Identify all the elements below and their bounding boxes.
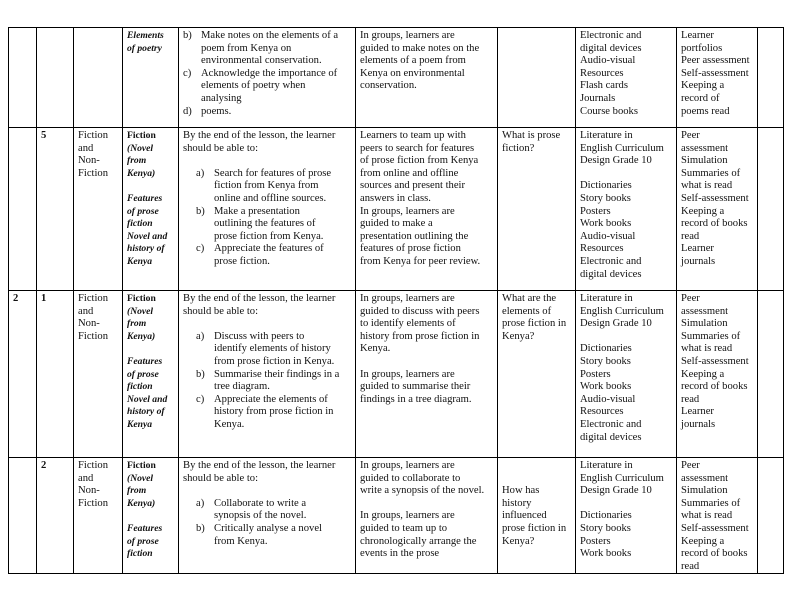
experiences-line: guided to make notes on the [360,42,480,54]
week-cell [9,28,37,128]
reflection-cell [758,128,784,291]
sub-strand-line: from [127,318,147,330]
experiences-line: events in the prose [360,548,440,560]
inquiry-line: prose fiction in [502,522,567,534]
resources-line: English Curriculum [580,305,664,317]
assessment-line: Learner [681,406,714,418]
sub-strand-cell [123,458,179,574]
strand-line: Fiction [78,330,109,342]
experiences-line: sources and present their [360,180,466,192]
reflection-cell [758,291,784,458]
experiences-line: conservation. [360,80,417,92]
assessment-line: Learner [681,30,714,41]
sub-strand-line: Kenya) [127,497,156,509]
resources-line: Design Grade 10 [580,318,652,330]
assessment-line: Peer assessment [681,55,750,67]
resources-line: digital devices [580,268,642,280]
resources-line: Resources [580,243,624,255]
outcome-marker: b) [196,368,205,380]
outcome-line: Appreciate the features of [214,243,324,255]
experiences-line: peers to search for features [360,142,475,154]
inquiry-line: prose fiction in [502,318,567,330]
outcomes-list [183,30,351,118]
outcome-text [214,394,333,432]
sub-strand-line: of prose [127,535,159,547]
week-number: 2 [13,293,19,304]
sub-strand-line [127,343,174,356]
outcome-item [196,243,351,268]
outcome-line: history from prose fiction in [214,406,334,418]
resources-line: Electronic and [580,30,642,41]
sub-strand-line: Novel and [127,230,168,242]
assessment-line: Keeping a [681,535,725,547]
sub-strand-line: fiction [127,218,153,230]
resources-line: Posters [580,205,611,217]
experiences-line: from Kenya for peer review. [360,255,481,267]
outcome-line: Search for features of prose [214,167,332,179]
strand-line: and [78,305,94,317]
outcome-line: Appreciate the elements of [214,393,328,405]
assessment-line: Self-assessment [681,355,749,367]
experiences-line: Kenya on environmental [360,67,465,79]
assessment-line: record of books [681,381,748,393]
outcome-line: synopsis of the novel. [214,510,307,522]
inquiry-line: What are the [502,293,557,304]
experiences-line: guided to make a [360,218,433,230]
outcome-line: poem from Kenya on [201,42,292,54]
inquiry-line: elements of [502,305,552,317]
assessment-line: poems read [681,105,730,117]
strand-line: Fiction [78,167,109,179]
experiences-line: findings in a tree diagram. [360,393,472,405]
outcome-line: Summarise their findings in a [214,368,340,380]
table-row [9,28,784,128]
outcome-marker: b) [183,30,192,41]
assessment-line: record of [681,92,720,104]
assessment-line: read [681,393,700,405]
experiences-line: guided to collaborate to [360,472,461,484]
outcome-item [196,168,351,206]
lesson-number: 2 [41,460,47,471]
experiences-line: In groups, learners are [360,293,455,304]
strand-line: Fiction [78,497,109,509]
experiences-line: elements of a poem from [360,55,466,67]
resources-line: Dictionaries [580,343,632,355]
experiences-line: write a synopsis of the novel. [360,485,485,497]
inquiry-line: Kenya? [502,330,535,342]
resources-line: Story books [580,192,631,204]
sub-strand-line: Kenya) [127,167,156,179]
sub-strand-cell [123,291,179,458]
inquiry-line [502,473,571,486]
outcome-line: from Kenya. [214,535,268,547]
outcome-marker: b) [196,205,205,217]
strand-cell [74,458,123,574]
lesson-number [41,30,69,43]
resources-line: Literature in [580,130,633,141]
resources-line: Dictionaries [580,510,632,522]
assessment-line: Peer [681,460,700,471]
resources-line: Story books [580,355,631,367]
resources-line: Story books [580,522,631,534]
outcome-text [214,369,339,394]
sub-strand-line: Kenya [127,418,153,430]
outcome-line: online and offline sources. [214,192,327,204]
resources-line: Flash cards [580,80,628,92]
lesson-cell [37,291,74,458]
learning-experiences-cell [356,291,498,458]
strand-line: Fiction [78,460,109,471]
sub-strand-line: fiction [127,548,153,560]
table-row [9,128,784,291]
sub-strand-line: Features [127,522,163,534]
outcome-line: poems. [201,105,232,117]
key-inquiry-question-cell [498,458,576,574]
sub-strand-line: Fiction [127,130,156,141]
experiences-line: In groups, learners are [360,368,455,380]
week-number [13,30,32,43]
experiences-line [360,356,493,369]
assessment-line: journals [681,418,716,430]
outcome-line: from prose fiction in Kenya. [214,355,335,367]
learning-resources-cell [576,458,677,574]
strand-line: Non- [78,318,100,330]
outcome-text [201,106,231,119]
outcome-line: prose fiction. [214,255,270,267]
week-cell [9,128,37,291]
resources-line: Journals [580,92,616,104]
sub-strand-line: history of [127,406,165,418]
resources-line: Work books [580,218,632,230]
lesson-number: 1 [41,293,47,304]
resources-line [580,331,672,344]
assessment-line: Self-assessment [681,67,749,79]
strand-line: and [78,472,94,484]
week-cell [9,291,37,458]
sub-strand-cell [123,128,179,291]
resources-line: Literature in [580,460,633,471]
sub-strand-line: of prose [127,205,159,217]
outcome-marker: a) [196,330,205,342]
resources-line: English Curriculum [580,472,664,484]
resources-line: Literature in [580,293,633,304]
sub-strand-line: Elements [127,30,164,41]
inquiry-line [502,460,571,473]
assessment-line: Simulation [681,318,728,330]
learning-outcomes-cell [179,291,356,458]
experiences-line: presentation outlining the [360,230,469,242]
learning-experiences-cell [356,458,498,574]
outcome-item [183,68,351,106]
outcome-marker: a) [196,167,205,179]
outcome-item [183,30,351,68]
assessment-line: Learner [681,243,714,255]
assessment-line: Keeping a [681,80,725,92]
strand-line: and [78,142,94,154]
outcome-marker: b) [196,522,205,534]
sub-strand-line: Features [127,355,163,367]
inquiry-line: influenced [502,510,547,522]
resources-line: digital devices [580,431,642,443]
outcomes-intro [183,293,351,318]
outcome-line: prose fiction from Kenya. [214,230,324,242]
resources-line: Resources [580,67,624,79]
assessment-line: Self-assessment [681,192,749,204]
lesson-plan-table [8,27,784,574]
lesson-number: 5 [41,130,47,141]
experiences-line: In groups, learners are [360,460,455,471]
outcomes-intro [183,130,351,155]
outcome-line: analysing [201,92,242,104]
resources-line: Dictionaries [580,180,632,192]
outcome-line: Make notes on the elements of a [201,30,339,41]
resources-line: Design Grade 10 [580,155,652,167]
assessment-line: Summaries of [681,330,741,342]
sub-strand-line: (Novel [127,305,154,317]
outcome-line: Kenya. [214,418,245,430]
assessment-cell [677,28,758,128]
resources-line: Work books [580,381,632,393]
outcome-line: Discuss with peers to [214,330,305,342]
assessment-line: record of books [681,218,748,230]
resources-line: Posters [580,368,611,380]
assessment-line: Keeping a [681,205,725,217]
resources-line: Audio-visual [580,393,636,405]
assessment-line: assessment [681,472,729,484]
experiences-line: Learners to team up with [360,130,466,141]
learning-experiences-cell [356,28,498,128]
outcome-item [196,498,351,523]
sub-strand-line: Fiction [127,293,156,304]
assessment-line: Peer [681,293,700,304]
strand-cell [74,291,123,458]
sub-strand-line: (Novel [127,142,154,154]
intro-line: should be able to: [183,142,259,154]
sub-strand-line: Features [127,192,163,204]
resources-line [580,498,672,511]
sub-strand-line: history of [127,243,165,255]
resources-line: Audio-visual [580,55,636,67]
key-inquiry-question-cell [498,28,576,128]
assessment-cell [677,128,758,291]
experiences-line: chronologically arrange the [360,535,477,547]
outcome-line: tree diagram. [214,381,270,393]
outcome-line: Collaborate to write a [214,497,307,509]
resources-line: Electronic and [580,255,642,267]
outcome-marker: c) [183,67,192,79]
assessment-line: record of books [681,548,748,560]
assessment-line: what is read [681,180,733,192]
week-cell [9,458,37,574]
experiences-line: to identify elements of [360,318,456,330]
resources-line: Audio-visual [580,230,636,242]
resources-line: digital devices [580,42,642,54]
learning-resources-cell [576,128,677,291]
sub-strand-line: from [127,155,147,167]
outcome-marker: d) [183,105,192,117]
strand-line: Non- [78,485,100,497]
inquiry-line: Kenya? [502,535,535,547]
outcome-text [214,523,322,548]
resources-line: Design Grade 10 [580,485,652,497]
table-row [9,291,784,458]
resources-line: Posters [580,535,611,547]
outcomes-list [183,331,351,432]
assessment-line: what is read [681,343,733,355]
lesson-cell [37,128,74,291]
inquiry-line: How has [502,485,540,497]
sub-strand-line: from [127,485,147,497]
assessment-line: journals [681,255,716,267]
outcome-line: outlining the features of [214,218,316,230]
strand-cell [74,28,123,128]
intro-line: should be able to: [183,472,259,484]
strand-line: Non- [78,155,100,167]
outcome-marker: a) [196,497,205,509]
strand-line: Fiction [78,130,109,141]
outcome-item [183,106,351,119]
assessment-line: Self-assessment [681,522,749,534]
sub-strand-line: Kenya) [127,330,156,342]
experiences-line: features of prose fiction [360,243,461,255]
sub-strand-line: of prose [127,368,159,380]
assessment-line: what is read [681,510,733,522]
resources-line: English Curriculum [580,142,664,154]
assessment-line: Keeping a [681,368,725,380]
assessment-line: read [681,560,700,572]
outcome-line: elements of poetry when [201,80,306,92]
learning-outcomes-cell [179,458,356,574]
key-inquiry-question-cell [498,291,576,458]
sub-strand-line [127,510,174,523]
assessment-line: Simulation [681,485,728,497]
sub-strand-cell [123,28,179,128]
outcome-item [196,369,351,394]
strand-cell [74,128,123,291]
outcome-line: Acknowledge the importance of [201,67,338,79]
resources-line: Work books [580,548,632,560]
experiences-line: guided to discuss with peers [360,305,480,317]
lesson-cell [37,28,74,128]
outcome-text [214,168,331,206]
resources-line [580,168,672,181]
sub-strand-line: Kenya [127,255,153,267]
outcome-item [196,523,351,548]
intro-line: By the end of the lesson, the learner [183,130,336,141]
assessment-line: Simulation [681,155,728,167]
outcome-marker: c) [196,393,205,405]
inquiry-line: fiction? [502,142,535,154]
outcome-item [196,331,351,369]
outcomes-list [183,168,351,269]
intro-line: By the end of the lesson, the learner [183,460,336,471]
learning-experiences-cell [356,128,498,291]
sub-strand-line: Novel and [127,393,168,405]
learning-resources-cell [576,291,677,458]
experiences-line: of prose fiction from Kenya [360,155,479,167]
experiences-line: from online and offline [360,167,459,179]
experiences-line [360,498,493,511]
learning-resources-cell [576,28,677,128]
reflection-cell [758,28,784,128]
outcome-line: environmental conservation. [201,55,322,67]
table-row [9,458,784,574]
assessment-line: Summaries of [681,497,741,509]
experiences-line: answers in class. [360,192,431,204]
experiences-line: Kenya. [360,343,391,355]
resources-line: Course books [580,105,638,117]
outcome-text [201,68,337,106]
outcome-line: fiction from Kenya from [214,180,319,192]
intro-line: should be able to: [183,305,259,317]
assessment-line: portfolios [681,42,723,54]
inquiry-line: What is prose [502,130,561,141]
assessment-line: assessment [681,305,729,317]
sub-strand-line: Fiction [127,460,156,471]
assessment-cell [677,458,758,574]
assessment-line: assessment [681,142,729,154]
reflection-cell [758,458,784,574]
strand-line: Fiction [78,293,109,304]
outcome-text [201,30,338,68]
sub-strand-line: fiction [127,381,153,393]
experiences-line: guided to team up to [360,522,448,534]
experiences-line: In groups, learners are [360,30,455,41]
outcome-line: identify elements of history [214,343,331,355]
outcome-marker: c) [196,243,205,255]
experiences-line: guided to summarise their [360,381,471,393]
lesson-cell [37,458,74,574]
outcome-text [214,206,323,244]
experiences-line: In groups, learners are [360,205,455,217]
experiences-line: In groups, learners are [360,510,455,522]
assessment-line: Peer [681,130,700,141]
intro-line: By the end of the lesson, the learner [183,293,336,304]
outcomes-list [183,498,351,548]
outcome-line: Make a presentation [214,205,300,217]
assessment-line: read [681,230,700,242]
week-number [13,130,32,143]
outcome-item [196,206,351,244]
experiences-line: history from prose fiction in [360,330,480,342]
outcome-item [196,394,351,432]
week-number [13,460,32,473]
resources-line: Electronic and [580,418,642,430]
outcome-text [214,498,306,523]
sub-strand-line [127,180,174,193]
sub-strand-line: (Novel [127,472,154,484]
outcome-text [214,243,324,268]
learning-outcomes-cell [179,28,356,128]
key-inquiry-question-cell [498,128,576,291]
outcome-line: Critically analyse a novel [214,522,322,534]
sub-strand-line: of poetry [127,42,162,54]
outcomes-intro [183,460,351,485]
learning-outcomes-cell [179,128,356,291]
assessment-line: Summaries of [681,167,741,179]
resources-line: Resources [580,406,624,418]
outcome-text [214,331,334,369]
assessment-cell [677,291,758,458]
inquiry-line: history [502,497,532,509]
